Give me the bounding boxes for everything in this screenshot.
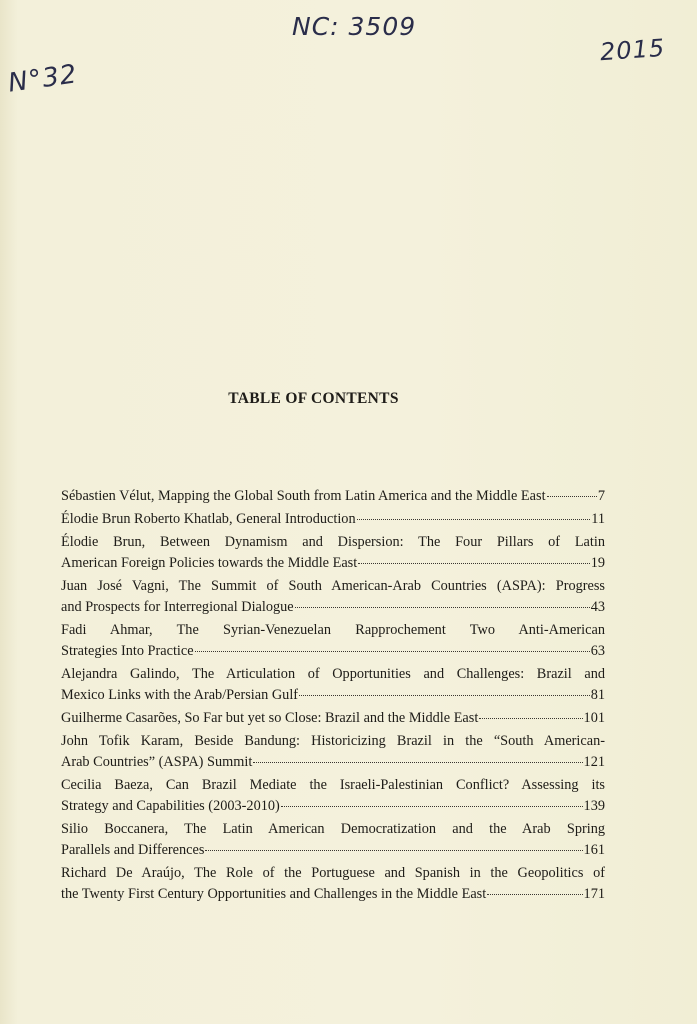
toc-entry-first-line: Richard De Araújo, The Role of the Portuguese and Spanish in the Geopolitics of: [61, 865, 605, 881]
toc-page-number: 81: [590, 687, 605, 703]
toc-page-number: 161: [583, 842, 605, 858]
toc-entry-line: [61, 796, 605, 817]
toc-entry: [61, 576, 605, 618]
toc-entry-line: [61, 884, 605, 905]
dot-leader: [479, 717, 582, 719]
toc-entry-line: [61, 752, 605, 773]
toc-entry: [61, 486, 605, 507]
toc-page-number: 19: [590, 555, 605, 571]
toc-page-number: 171: [583, 886, 605, 902]
toc-page-number: 121: [583, 754, 605, 770]
dot-leader: [299, 694, 590, 696]
toc-entry-first-line: John Tofik Karam, Beside Bandung: Historicizing Brazil in the “South American-: [61, 733, 605, 749]
dot-leader: [357, 518, 591, 520]
dot-leader: [195, 650, 590, 652]
toc-entry: [61, 509, 605, 530]
toc-entry-first-line: Juan José Vagni, The Summit of South American-Arab Countries (ASPA): Progress: [61, 578, 605, 594]
dot-leader: [295, 606, 590, 608]
toc-entry-first-line: Cecilia Baeza, Can Brazil Mediate the Israeli-Palestinian Conflict? Assessing its: [61, 777, 605, 793]
toc-entry-line: [61, 840, 605, 861]
toc-entry-line: [61, 509, 605, 530]
handwritten-catalog-number: NC: 3509: [292, 12, 417, 41]
toc-entry-line: [61, 641, 605, 662]
toc-entry-first-line: Élodie Brun, Between Dynamism and Dispersion: The Four Pillars of Latin: [61, 534, 605, 550]
dot-leader: [358, 562, 590, 564]
toc-entry-first-line: Alejandra Galindo, The Articulation of Opportunities and Challenges: Brazil and: [61, 666, 605, 682]
toc-entry-line: [61, 597, 605, 618]
toc-page-number: 63: [590, 643, 605, 659]
dot-leader: [253, 761, 582, 763]
toc-entry-text: Parallels and Differences: [61, 842, 205, 858]
table-of-contents: [61, 486, 605, 907]
toc-entry-line: [61, 708, 605, 729]
toc-entry-line: [61, 553, 605, 574]
toc-entry: [61, 863, 605, 905]
toc-page-number: 101: [583, 710, 605, 726]
dot-leader: [487, 893, 582, 895]
toc-page-number: 139: [583, 798, 605, 814]
toc-page-number: 7: [597, 488, 605, 504]
toc-entry-line: [61, 486, 605, 507]
toc-entry-text: and Prospects for Interregional Dialogue: [61, 599, 294, 615]
dot-leader: [547, 495, 597, 497]
toc-entry-text: Strategy and Capabilities (2003-2010): [61, 798, 280, 814]
dot-leader: [205, 849, 582, 851]
toc-entry: [61, 731, 605, 773]
toc-entry-text: American Foreign Policies towards the Middle East: [61, 555, 358, 571]
toc-entry-text: Sébastien Vélut, Mapping the Global South from Latin America and the Middle East: [61, 488, 546, 504]
toc-entry-text: Arab Countries” (ASPA) Summit: [61, 754, 253, 770]
toc-entry: [61, 664, 605, 706]
toc-entry: [61, 620, 605, 662]
toc-entry: [61, 708, 605, 729]
toc-entry-text: Strategies Into Practice: [61, 643, 194, 659]
handwritten-item-number: N°32: [6, 59, 80, 99]
toc-entry: [61, 819, 605, 861]
toc-entry: [61, 532, 605, 574]
toc-entry-text: Guilherme Casarões, So Far but yet so Close: Brazil and the Middle East: [61, 710, 479, 726]
toc-entry-text: Élodie Brun Roberto Khatlab, General Introduction: [61, 511, 356, 527]
toc-entry: [61, 775, 605, 817]
toc-entry-line: [61, 685, 605, 706]
page-title: TABLE OF CONTENTS: [228, 390, 399, 407]
toc-entry-first-line: Silio Boccanera, The Latin American Democratization and the Arab Spring: [61, 821, 605, 837]
toc-entry-first-line: Fadi Ahmar, The Syrian-Venezuelan Rapprochement Two Anti-American: [61, 622, 605, 638]
handwritten-year: 2015: [599, 33, 666, 67]
toc-entry-text: the Twenty First Century Opportunities and Challenges in the Middle East: [61, 886, 487, 902]
toc-page-number: 43: [590, 599, 605, 615]
toc-entry-text: Mexico Links with the Arab/Persian Gulf: [61, 687, 299, 703]
dot-leader: [281, 805, 583, 807]
toc-page-number: 11: [591, 511, 605, 527]
